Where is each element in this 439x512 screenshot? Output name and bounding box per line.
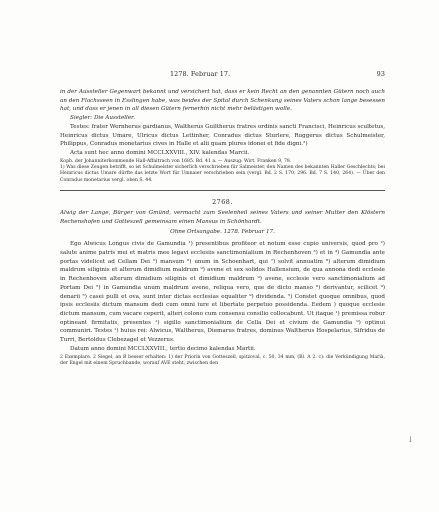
header-date: 1278. Februar 17. xyxy=(170,70,231,78)
page-content xyxy=(60,70,385,367)
document-footnote: 2 Exemplare. 2 Siegel, an B besser erhalten: 1) der Priorin von Gotteszell, spitzoval, c. 50, 34 mm, (Bl. A 2. c): die Verkündigung Marià, der Engel mit einem Spruchbande, worauf AVE steht, zwischen den xyxy=(60,354,385,366)
document-number: 2768. xyxy=(212,198,233,207)
document-date: Ohne Ortsangabe. 1278. Februar 17. xyxy=(170,228,275,235)
document-body: Ego Alwicus Longus civis de Gamundia ¹) presentibus profiteor et notum esse cupio universis, quod pro ²) salute anime patris mei et matris mee legavi ecclesiis sanctimonialium in Rechenhoven ³) et in ⁴) Gamundia ante portas videlicet ad Cellam Dei ⁵) mansum ⁶) unum in Schoenhart, qui ⁷) solvit annuatim ⁸) alterum dimidium maldrum siliginis et alterum dimidium maldrum ⁹) avene et sex solidos Hallensium, de qua annona dedi ecclesie in Rechenhoven alterum dimidium siliginis et dimidium maldrum ⁹) avene, ecclesie vero sanctimonialium ad Portam Dei ⁵) in Gamundia unum maldrum avene, reliqua vero, que de dicto manso ⁶) derivantur, scilicet ⁹) denarii ⁵) casei pulli et ova, sunt inter dictas ecclesias equaliter ⁹) dividenda. ⁵) Constet quoque omnibus, quod ipsis ecclesiis dictum mansum dedi cum omni iure et libertate perpetuo possidenda. Eedem ) quoque ecclesie dictum mansum, cum vacare ceperit, alteri colono cum consensu consilio collocabunt. Ut itaque ¹) premissa robur optineant firmitatis, presentes ¹) sigillo sanctimonialium de Cella Dei et civium de Gamundia ⁹) optinui communiri. Testes ¹) huius rei: Alwicus, Waltherus, Diemarus fratres, dominus Waltherus Hospelarius, Sifridus de Turri, Bertoldus Clebezagel et Vezzerus. xyxy=(60,241,385,344)
page-number: 93 xyxy=(376,70,385,78)
document-regest: Alwig der Lange, Bürger von Gmünd, vermacht zum Seelenheil seines Vaters und seiner Mutter den Klöstern Rechenshofen und Gotteszell gemeinsam einen Mansus in Schönhardt. xyxy=(60,210,385,225)
footnote-source: Kopb. der Johanniterkommende Hall-Affaltrach von 1685. Bd. 41 a. — Auszug: Wirt. Franken 9, 78. xyxy=(60,158,292,164)
down-arrow-icon: ↓ xyxy=(407,435,414,444)
footnote-1: 1) Was diese Zeugen betrifft, so ist Schulmeister sicherlich verschrieben für Salmeister, den Namen des bekannten Haller Geschlechts; bei Heinricus dictus Umare dürfte das letzte Wort für Umnaier verschrieben sein (vergl. Bd. 2 S. 170, 296. Bd. 7 S. 140, 264). — Über den Conradus monetarius vergl. oben S. 44. xyxy=(60,165,385,183)
witnesses-paragraph: Testes: frater Wernherus gardianus, Waltherus Guiltherus fratres ordinis sancti Francisci, Heinricus scultetus, Heinricus dictus Umare, Ulricus dictus Lettinher, Conradus dictus Sturlere, Ruggerus dictus Schulmeister, Philippus, Conradus monetarius cives in Halle et alii quam plures idonei et fide digni.²) xyxy=(60,123,385,148)
previous-regest-continuation: in der Aussteller Gegenwart bekannt und versichert hat, dass er kein Recht an den genannten Gütern noch auch an den Flachsseen in Esslingen habe, was beides der Spital durch Schenkung seines Vaters schon lange besessen hat, und dass er jenen in all diesen Gütern fernerhin nicht mehr belästigen wolle. xyxy=(60,89,385,113)
acta-line: Acta sunt hec anno domini MCCLXXVIII., XIV. kalendas Marcii. xyxy=(70,149,250,156)
document-datum: Datum anno domini MCCLXXVIII., tertio decimo kalendas Martii. xyxy=(70,345,256,352)
running-header xyxy=(170,70,385,78)
sealer-line: Siegler: Die Aussteller. xyxy=(70,115,135,122)
section-divider xyxy=(60,190,385,191)
